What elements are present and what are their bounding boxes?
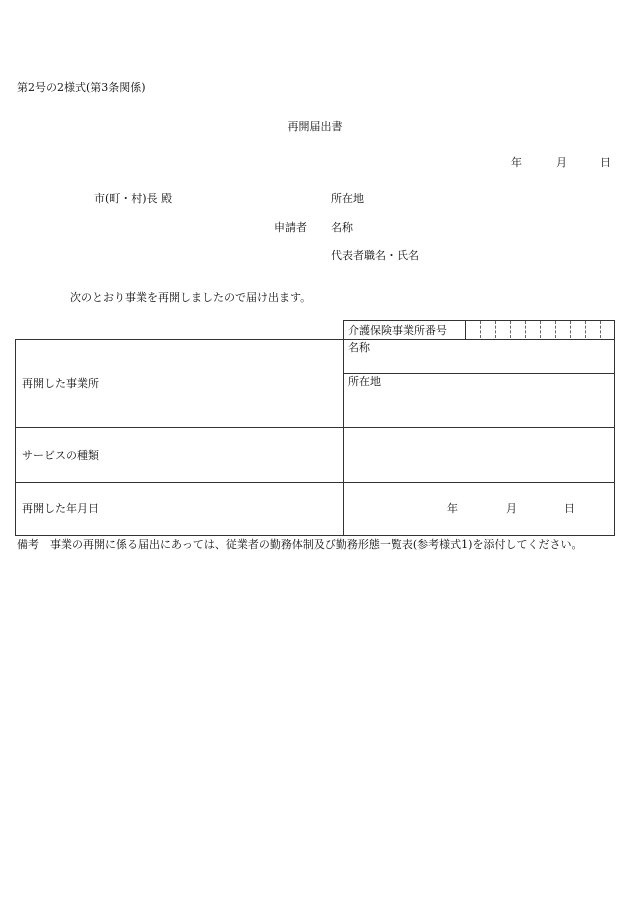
digit-separator bbox=[495, 321, 496, 338]
table-line bbox=[15, 427, 615, 428]
date-year-label: 年 bbox=[511, 156, 522, 169]
row-label-service-type: サービスの種類 bbox=[22, 449, 99, 462]
body-text: 次のとおり事業を再開しましたので届け出ます。 bbox=[70, 291, 312, 304]
digit-separator bbox=[585, 321, 586, 338]
digit-separator bbox=[510, 321, 511, 338]
reopen-date-year-label: 年 bbox=[447, 502, 458, 515]
applicant-name-label: 名称 bbox=[331, 221, 353, 234]
table-line bbox=[15, 339, 615, 340]
addressee: 市(町・村)長 殿 bbox=[94, 192, 173, 205]
digit-separator bbox=[480, 321, 481, 338]
digit-separator bbox=[525, 321, 526, 338]
date-day-label: 日 bbox=[600, 156, 611, 169]
reopen-date-day-label: 日 bbox=[564, 502, 575, 515]
document-title: 再開届出書 bbox=[287, 120, 343, 133]
representative-label: 代表者職名・氏名 bbox=[331, 249, 419, 262]
digit-separator bbox=[540, 321, 541, 338]
digit-separator bbox=[555, 321, 556, 338]
table-line bbox=[343, 320, 615, 321]
table-line bbox=[15, 535, 615, 536]
row-label-facility: 再開した事業所 bbox=[22, 377, 99, 390]
reopen-date-month-label: 月 bbox=[506, 502, 517, 515]
row-label-reopen-date: 再開した年月日 bbox=[22, 502, 99, 515]
applicant-label: 申請者 bbox=[274, 221, 307, 234]
facility-name-label: 名称 bbox=[348, 341, 370, 354]
table-line bbox=[614, 320, 615, 536]
date-month-label: 月 bbox=[556, 156, 567, 169]
table-line bbox=[465, 320, 466, 339]
table-line bbox=[343, 320, 344, 536]
provider-number-label: 介護保険事業所番号 bbox=[348, 324, 447, 337]
applicant-address-label: 所在地 bbox=[331, 192, 364, 205]
table-line bbox=[15, 339, 16, 536]
facility-address-label: 所在地 bbox=[348, 375, 381, 388]
digit-separator bbox=[600, 321, 601, 338]
remark-note: 備考 事業の再開に係る届出にあっては、従業者の勤務体制及び勤務形態一覧表(参考様式1)を添付してください。 bbox=[17, 538, 583, 551]
form-id: 第2号の2様式(第3条関係) bbox=[17, 81, 146, 94]
table-line bbox=[15, 482, 615, 483]
digit-separator bbox=[570, 321, 571, 338]
table-line bbox=[343, 373, 615, 374]
